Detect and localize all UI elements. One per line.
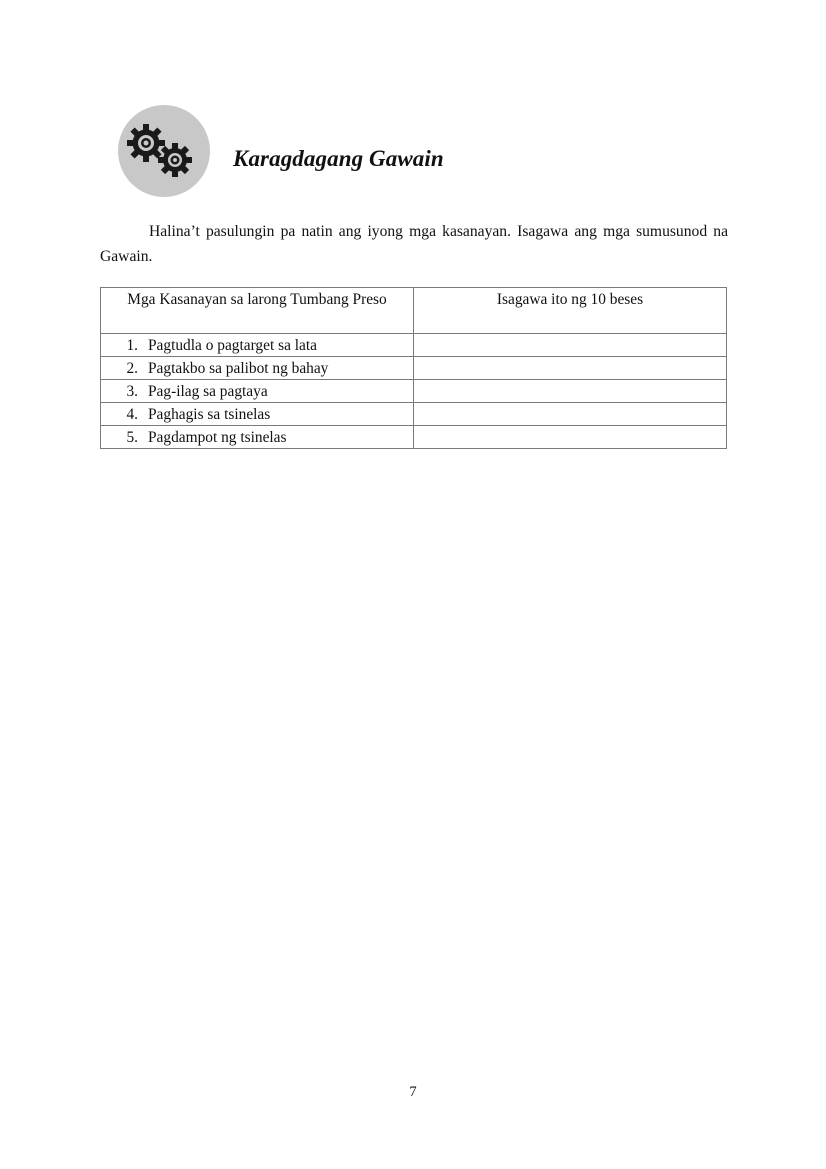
skill-label: Pagtakbo sa palibot ng bahay (148, 359, 329, 377)
skill-cell (101, 380, 414, 403)
skill-cell (101, 403, 414, 426)
skill-label: Pag-ilag sa pagtaya (148, 382, 268, 400)
header-skills: Mga Kasanayan sa larong Tumbang Preso (101, 288, 414, 334)
skills-table (100, 287, 727, 449)
tally-cell[interactable] (414, 426, 727, 449)
item-number: 2. (126, 359, 138, 377)
tally-cell[interactable] (414, 334, 727, 357)
section-title: Karagdagang Gawain (233, 146, 444, 171)
table-row (101, 357, 727, 380)
tally-cell[interactable] (414, 403, 727, 426)
item-number: 3. (126, 382, 138, 400)
tally-cell[interactable] (414, 357, 727, 380)
intro-paragraph: Halina’t pasulungin pa natin ang iyong mga kasanayan. Isagawa ang mga sumusunod na Gawain. (100, 223, 728, 265)
skill-label: Pagtudla o pagtarget sa lata (148, 336, 317, 354)
tally-cell[interactable] (414, 380, 727, 403)
item-number: 5. (126, 428, 138, 446)
skill-label: Pagdampot ng tsinelas (148, 428, 287, 446)
table-row (101, 403, 727, 426)
skill-cell (101, 357, 414, 380)
header-repetitions: Isagawa ito ng 10 beses (414, 288, 727, 334)
item-number: 1. (126, 336, 138, 354)
gears-icon (118, 105, 210, 197)
page-number: 7 (409, 1084, 417, 1100)
table-row (101, 426, 727, 449)
table-row (101, 334, 727, 357)
skill-cell (101, 426, 414, 449)
table-header-row (101, 288, 727, 334)
table-row (101, 380, 727, 403)
skill-cell (101, 334, 414, 357)
skill-label: Paghagis sa tsinelas (148, 405, 271, 423)
item-number: 4. (126, 405, 138, 423)
